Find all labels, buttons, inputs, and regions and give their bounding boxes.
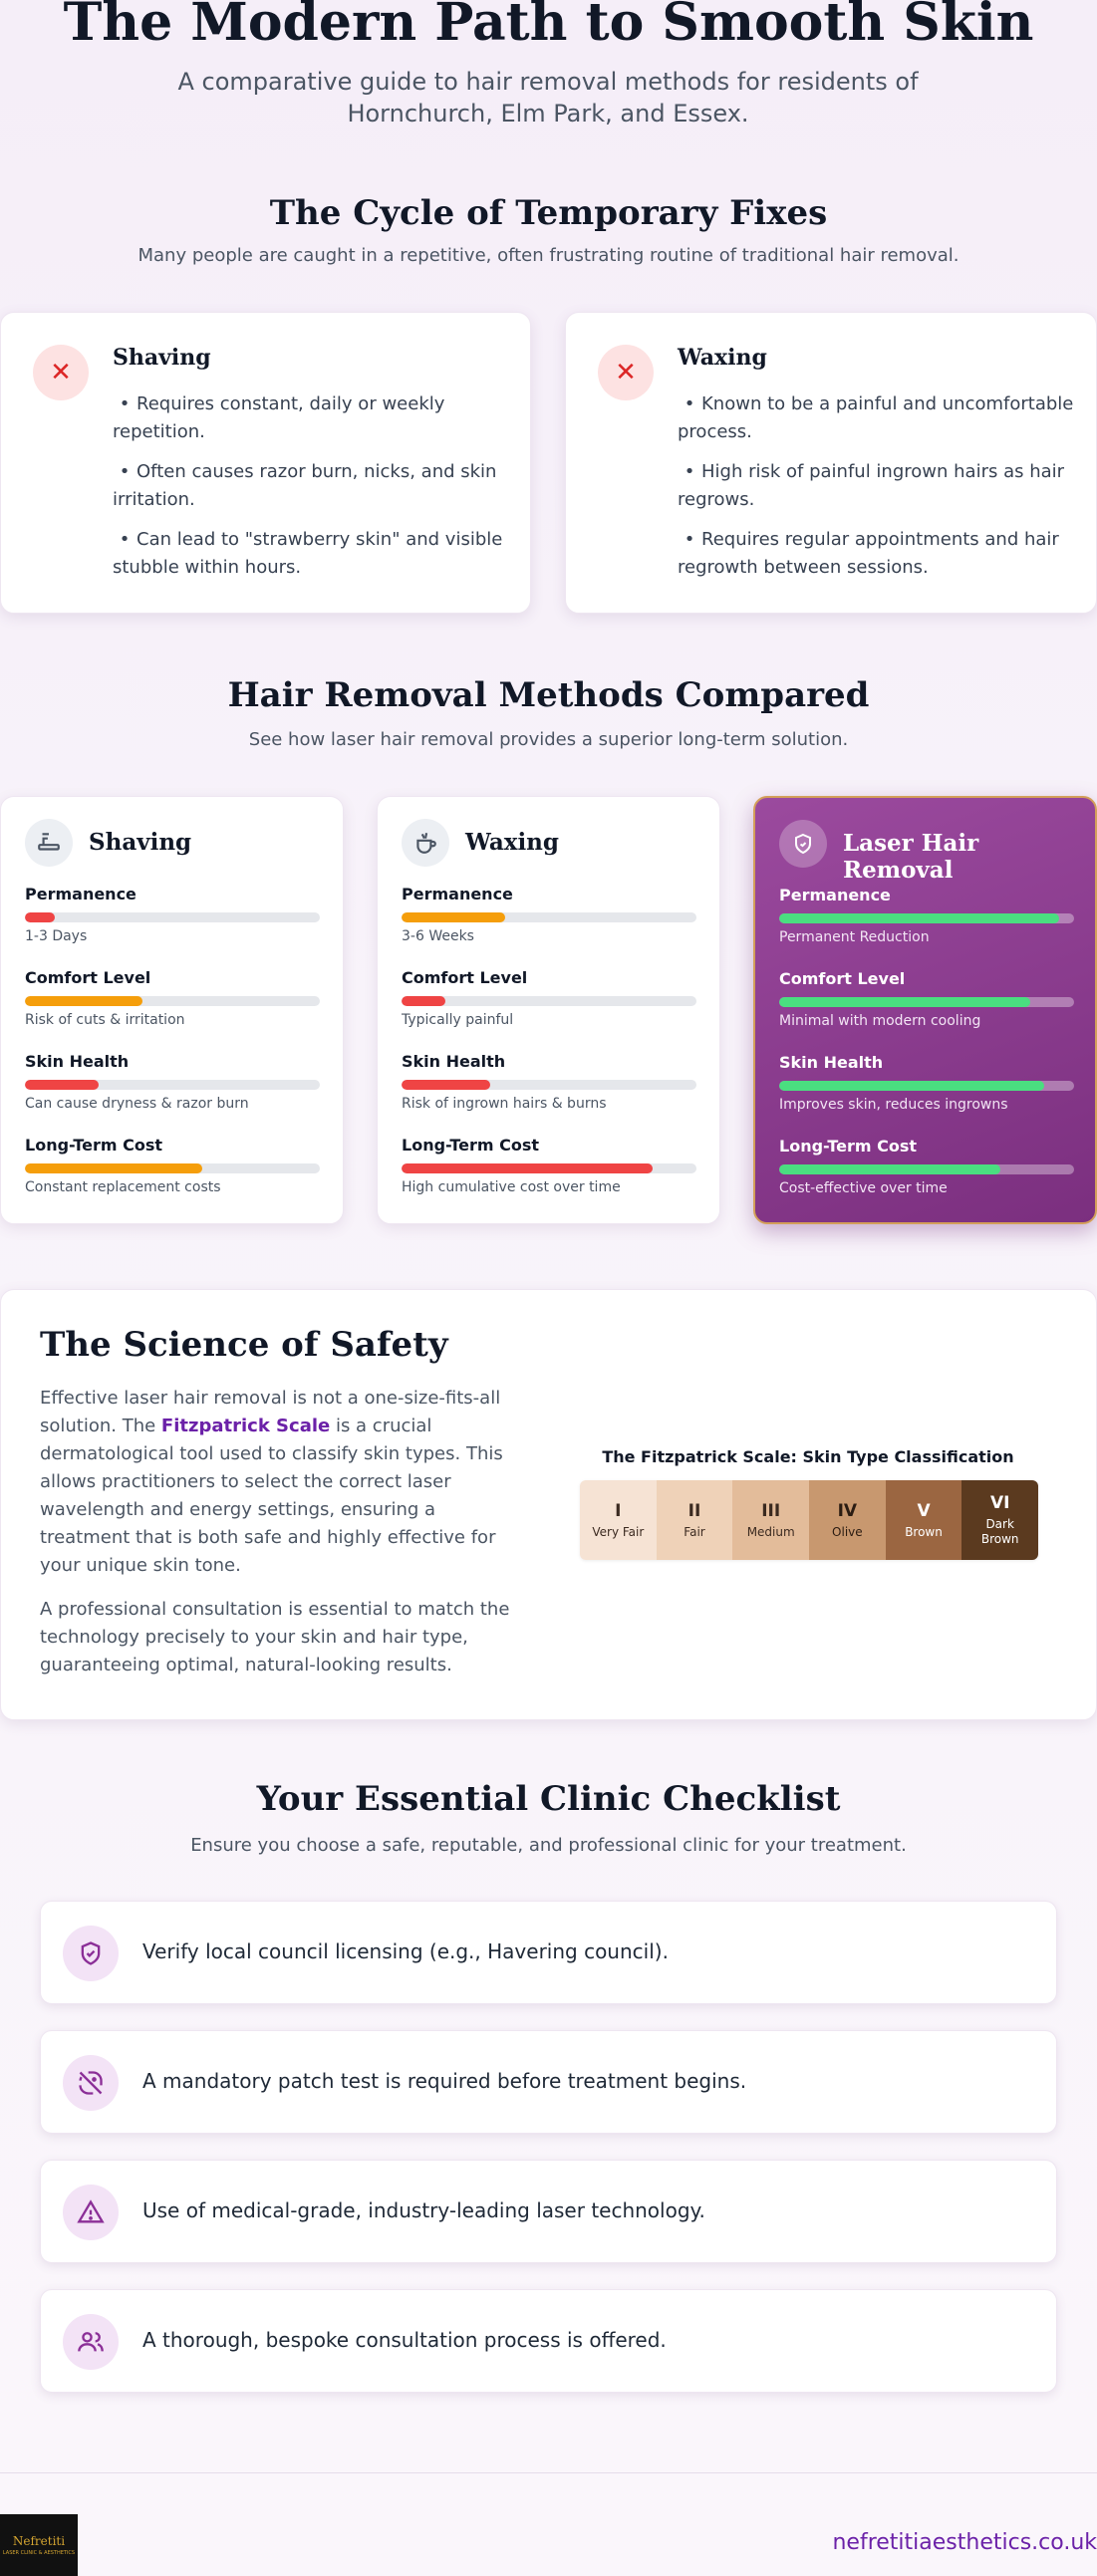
- checklist-item: [40, 2030, 1057, 2134]
- metric-bar: [779, 913, 1074, 923]
- skin-type-name: Olive: [832, 1524, 863, 1539]
- shaving-problem-card: [0, 312, 531, 614]
- metric-permanence: [402, 885, 696, 944]
- metric-bar-fill: [25, 996, 142, 1006]
- paragraph-text: is a crucial dermatological tool used to classify skin types. This allows practitioners to select the correct laser wavelength and energy settings, ensuring a treatment that is both safe and highly effective for your unique skin tone.: [40, 1416, 503, 1576]
- skin-type-number: III: [761, 1500, 781, 1521]
- website-link[interactable]: nefretitiaesthetics.co.uk: [832, 2530, 1097, 2555]
- skin-type-cell: [657, 1480, 733, 1560]
- checklist-item: [40, 2160, 1057, 2263]
- metric-permanence: [25, 885, 320, 944]
- metric-label: Permanence: [779, 886, 891, 904]
- metric-note: Minimal with modern cooling: [779, 1013, 981, 1029]
- checklist-item: [40, 2289, 1057, 2393]
- checklist-text: Verify local council licensing (e.g., Havering council).: [142, 1939, 669, 1963]
- checklist-item: [40, 1901, 1057, 2004]
- users-icon: [63, 2314, 119, 2370]
- skin-type-name: Fair: [684, 1524, 705, 1539]
- metric-label: Skin Health: [25, 1052, 130, 1071]
- metric-label: Long-Term Cost: [779, 1137, 917, 1156]
- metric-note: 1-3 Days: [25, 928, 88, 944]
- method-title: Waxing: [465, 829, 559, 856]
- skin-type-cell: [886, 1480, 962, 1560]
- metric-long-term-cost: [402, 1136, 696, 1195]
- metric-bar: [25, 912, 320, 922]
- skin-type-number: VI: [989, 1493, 1010, 1513]
- fitzpatrick-scale: [580, 1480, 1038, 1560]
- metric-note: Typically painful: [402, 1012, 514, 1028]
- card-title: Waxing: [678, 345, 767, 371]
- patch-test-icon: [63, 2055, 119, 2111]
- science-paragraph-1: [40, 1385, 518, 1580]
- warning-icon: [63, 2185, 119, 2240]
- x-icon: ✕: [598, 345, 654, 400]
- checklist-text: Use of medical-grade, industry-leading laser technology.: [142, 2198, 705, 2222]
- metric-bar-fill: [25, 1080, 99, 1090]
- list-item: • High risk of painful ingrown hairs as hair regrows.: [678, 458, 1086, 514]
- skin-type-number: I: [615, 1500, 622, 1521]
- hero-subtitle: A comparative guide to hair removal methods for residents of Hornchurch, Elm Park, and Essex.: [177, 68, 919, 128]
- metric-bar-fill: [779, 913, 1059, 923]
- wax-pot-icon: [402, 819, 449, 867]
- metric-long-term-cost: [25, 1136, 320, 1195]
- skin-type-cell: [732, 1480, 809, 1560]
- skin-type-number: II: [687, 1500, 701, 1521]
- fitzpatrick-highlight: Fitzpatrick Scale: [160, 1416, 331, 1436]
- list-item: • Requires regular appointments and hair regrowth between sessions.: [678, 526, 1086, 582]
- paragraph-text: Effective laser hair removal is not a one-size-fits-all solution. The: [40, 1388, 501, 1436]
- skin-type-number: V: [917, 1500, 931, 1521]
- metric-bar-fill: [779, 1164, 1000, 1174]
- razor-icon: [25, 819, 73, 867]
- checklist-title: Your Essential Clinic Checklist: [256, 1779, 841, 1819]
- metric-label: Comfort Level: [779, 969, 906, 988]
- metric-label: Comfort Level: [402, 968, 528, 987]
- list-item: • Often causes razor burn, nicks, and skin irritation.: [113, 458, 521, 514]
- metric-skin-health: [779, 1053, 1074, 1113]
- checklist-text: A thorough, bespoke consultation process is offered.: [142, 2328, 667, 2352]
- metric-bar-fill: [402, 1163, 653, 1173]
- metric-bar: [779, 1164, 1074, 1174]
- metric-bar: [25, 1163, 320, 1173]
- metric-skin-health: [25, 1052, 320, 1112]
- metric-bar: [25, 1080, 320, 1090]
- metric-note: Risk of cuts & irritation: [25, 1012, 185, 1028]
- metric-bar: [402, 912, 696, 922]
- waxing-compare-card: [377, 796, 720, 1224]
- metric-bar: [402, 1080, 696, 1090]
- metric-bar-fill: [25, 1163, 202, 1173]
- metric-note: Can cause dryness & razor burn: [25, 1096, 249, 1112]
- laser-compare-card: [753, 796, 1097, 1224]
- skin-type-cell: [580, 1480, 657, 1560]
- metric-note: Cost-effective over time: [779, 1180, 948, 1196]
- method-title: Laser Hair Removal: [843, 830, 979, 884]
- metric-bar-fill: [779, 1081, 1044, 1091]
- footer-divider: [0, 2472, 1097, 2473]
- metric-bar-fill: [402, 996, 445, 1006]
- science-paragraph-2: A professional consultation is essential to match the technology precisely to your skin and hair type, guaranteeing optimal, natural-looking results.: [40, 1599, 510, 1675]
- skin-type-name: Very Fair: [592, 1524, 645, 1539]
- shaving-compare-card: [0, 796, 344, 1224]
- metric-label: Skin Health: [402, 1052, 506, 1071]
- list-item: • Requires constant, daily or weekly repetition.: [113, 390, 521, 446]
- list-item: • Can lead to "strawberry skin" and visible stubble within hours.: [113, 526, 521, 582]
- metric-bar-fill: [779, 997, 1030, 1007]
- skin-type-number: IV: [837, 1500, 858, 1521]
- metric-skin-health: [402, 1052, 696, 1112]
- skin-type-name: Brown: [905, 1524, 943, 1539]
- metric-bar-fill: [25, 912, 55, 922]
- card-list: [113, 390, 521, 594]
- cycle-title: The Cycle of Temporary Fixes: [269, 193, 828, 233]
- metric-bar: [402, 996, 696, 1006]
- science-title: The Science of Safety: [40, 1325, 448, 1365]
- card-title: Shaving: [113, 345, 211, 371]
- metric-bar-fill: [402, 912, 505, 922]
- skin-type-cell: [809, 1480, 886, 1560]
- metric-comfort-level: [25, 968, 320, 1028]
- metric-note: Risk of ingrown hairs & burns: [402, 1096, 607, 1112]
- compare-title: Hair Removal Methods Compared: [227, 675, 870, 715]
- metric-label: Long-Term Cost: [402, 1136, 539, 1155]
- metric-long-term-cost: [779, 1137, 1074, 1196]
- metric-bar: [779, 997, 1074, 1007]
- metric-note: Improves skin, reduces ingrowns: [779, 1097, 1008, 1113]
- shield-check-icon: [63, 1926, 119, 1981]
- metric-bar: [25, 996, 320, 1006]
- metric-comfort-level: [402, 968, 696, 1028]
- method-title: Shaving: [89, 829, 192, 856]
- metric-bar: [779, 1081, 1074, 1091]
- metric-note: Constant replacement costs: [25, 1179, 221, 1195]
- metric-bar-fill: [402, 1080, 490, 1090]
- skin-type-name: Medium: [746, 1524, 795, 1539]
- skin-type-name: Dark Brown: [980, 1517, 1019, 1546]
- logo-tagline: LASER CLINIC & AESTHETICS: [2, 2550, 76, 2556]
- compare-subtitle: See how laser hair removal provides a superior long-term solution.: [248, 729, 849, 750]
- list-item: • Known to be a painful and uncomfortable process.: [678, 390, 1086, 446]
- metric-label: Long-Term Cost: [25, 1136, 162, 1155]
- shield-icon: [779, 820, 827, 868]
- metric-note: 3-6 Weeks: [402, 928, 474, 944]
- logo-name: Nefretiti: [12, 2534, 66, 2548]
- checklist-subtitle: Ensure you choose a safe, reputable, and professional clinic for your treatment.: [190, 1835, 907, 1856]
- metric-bar: [402, 1163, 696, 1173]
- checklist-text: A mandatory patch test is required before treatment begins.: [142, 2069, 747, 2093]
- metric-note: Permanent Reduction: [779, 929, 930, 945]
- cycle-subtitle: Many people are caught in a repetitive, often frustrating routine of traditional hair removal.: [137, 245, 960, 266]
- metric-permanence: [779, 886, 1074, 945]
- hero-title: The Modern Path to Smooth Skin: [63, 0, 1034, 53]
- metric-label: Skin Health: [779, 1053, 884, 1072]
- skin-type-cell: [961, 1480, 1038, 1560]
- metric-label: Permanence: [25, 885, 137, 903]
- waxing-problem-card: [565, 312, 1097, 614]
- metric-label: Comfort Level: [25, 968, 151, 987]
- card-list: [678, 390, 1086, 594]
- metric-comfort-level: [779, 969, 1074, 1029]
- x-icon: ✕: [33, 345, 89, 400]
- clinic-logo[interactable]: [0, 2514, 78, 2576]
- metric-label: Permanence: [402, 885, 513, 903]
- fitzpatrick-title: The Fitzpatrick Scale: Skin Type Classification: [602, 1447, 1014, 1466]
- metric-note: High cumulative cost over time: [402, 1179, 621, 1195]
